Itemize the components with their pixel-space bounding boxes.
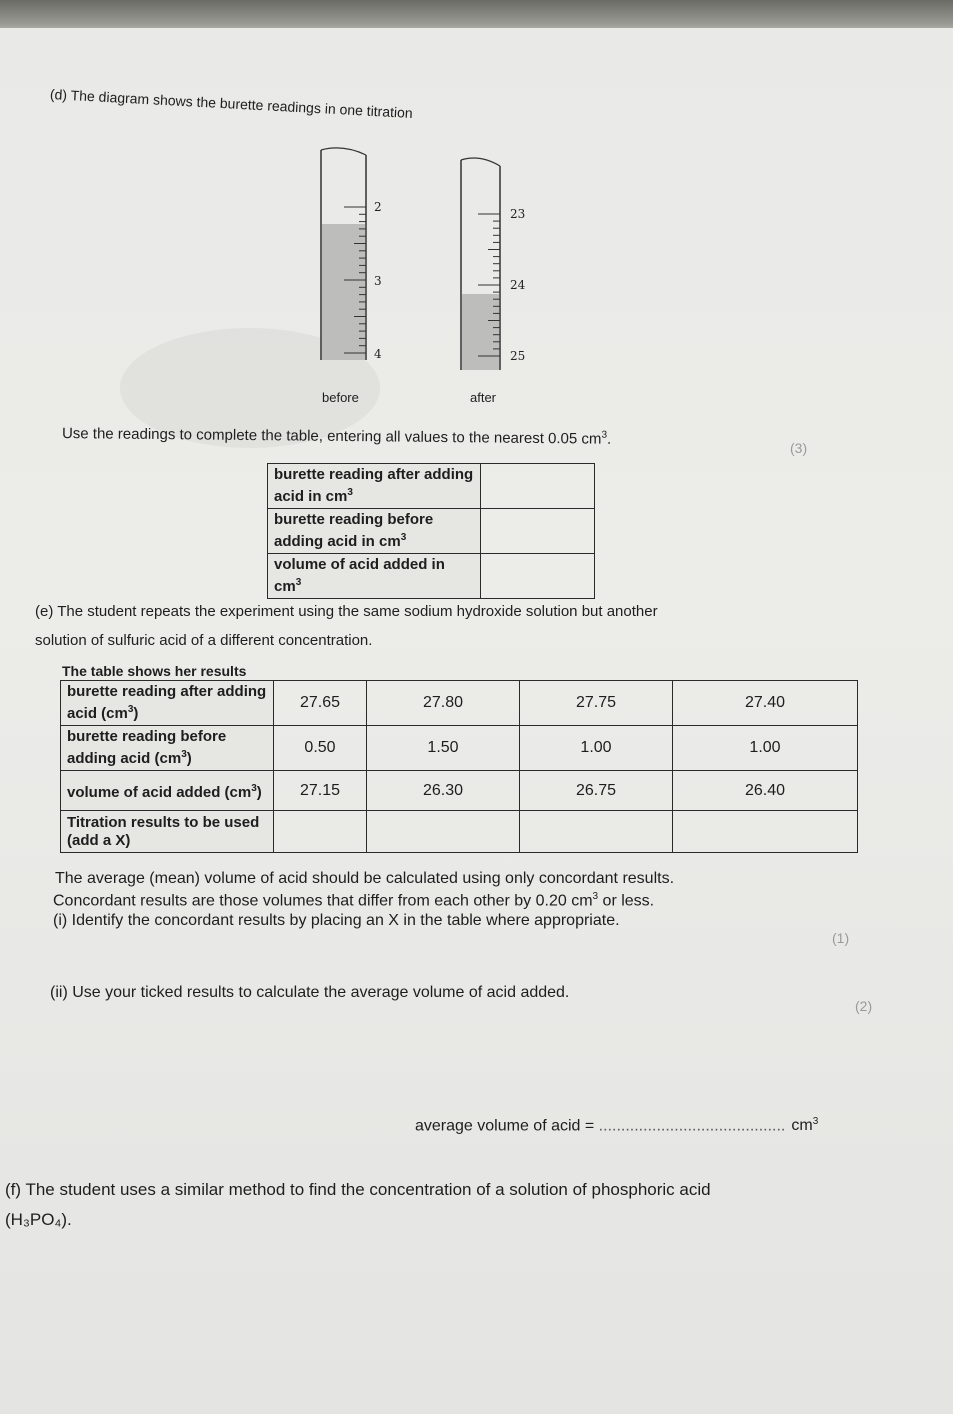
after-scale-25: 25 — [510, 349, 526, 363]
row-after-label: burette reading after adding acid in $cm^3$ — [268, 464, 481, 509]
results-row-after: burette reading after adding acid $(cm^3)$ 27.65 27.80 27.75 27.40 — [61, 681, 858, 726]
burette-readings-table — [267, 463, 595, 599]
before-label: before — [322, 390, 359, 405]
after-scale-24: 24 — [510, 278, 526, 292]
burette-before-drawing — [318, 150, 398, 380]
used-cell-1[interactable] — [274, 811, 367, 853]
before-scale-3: 3 — [374, 274, 382, 288]
after-label: after — [470, 390, 497, 405]
used-cell-2[interactable] — [367, 811, 520, 853]
row-after-answer[interactable] — [481, 464, 595, 509]
part-d-marks: (3) — [790, 440, 808, 456]
results-table-caption: The table shows her results — [62, 663, 247, 679]
liquid-after — [462, 294, 499, 370]
used-cell-3[interactable] — [520, 811, 673, 853]
results-row-used: Titration results to be used (add a X) — [61, 811, 858, 853]
results-row-before: burette reading before adding acid $(cm^3)$ 0.50 1.50 1.00 1.00 — [61, 726, 858, 771]
part-f-line-1: (f) The student uses a similar method to find the concentration of a solution of phosphoric acid — [5, 1180, 711, 1199]
part-f-line-2: (H₃PO₄). — [5, 1210, 72, 1229]
part-d-instruction: Use the readings to complete the table, entering all values to the nearest 0.05 $cm^3$. — [61, 425, 612, 448]
results-table — [60, 680, 858, 853]
after-scale-23: 23 — [510, 207, 526, 221]
question-ii: (ii) Use your ticked results to calculate the average volume of acid added. — [50, 984, 570, 1001]
part-d-intro: (d) The diagram shows the burette readings in one titration — [49, 86, 414, 121]
question-i: (i) Identify the concordant results by placing an X in the table where appropriate. — [53, 912, 620, 929]
question-ii-marks: (2) — [855, 998, 873, 1014]
liquid-before — [322, 224, 365, 360]
burette-after — [458, 160, 538, 405]
question-i-marks: (1) — [832, 930, 850, 946]
average-note: The average (mean) volume of acid should be calculated using only concordant results. — [55, 870, 675, 887]
average-volume-answer: average volume of acid = .......................................... $cm^3$ — [415, 1116, 819, 1135]
burette-before — [318, 150, 398, 405]
answer-line[interactable]: .......................................... — [598, 1117, 786, 1135]
before-scale-4: 4 — [374, 347, 382, 361]
row-before-answer[interactable] — [481, 509, 595, 554]
part-e-intro-1: (e) The student repeats the experiment using the same sodium hydroxide solution but another — [35, 603, 658, 620]
row-volume-label: volume of acid added in $cm^3$ — [268, 554, 481, 599]
concordant-note: Concordant results are those volumes that differ from each other by 0.20 $cm^3$ or less. — [53, 891, 655, 910]
row-before-label: burette reading before adding acid in $cm^3$ — [268, 509, 481, 554]
part-e-intro-2: solution of sulfuric acid of a different concentration. — [35, 632, 373, 649]
before-scale-2: 2 — [374, 200, 382, 214]
row-volume-answer[interactable] — [481, 554, 595, 599]
burette-after-drawing — [458, 160, 538, 380]
results-row-volume: volume of acid added $(cm^3)$ 27.15 26.30 26.75 26.40 — [61, 771, 858, 811]
used-cell-4[interactable] — [673, 811, 858, 853]
